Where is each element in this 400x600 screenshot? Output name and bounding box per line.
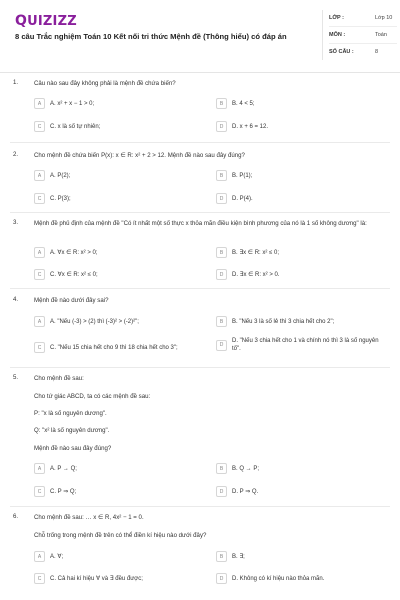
option-letter-box: D [216, 269, 227, 280]
logo-first-letter: Q [15, 13, 28, 29]
option-text: D. Không có kí hiệu nào thỏa mãn. [232, 575, 325, 582]
option-letter-box: D [216, 486, 227, 497]
question-number: 5. [13, 374, 19, 381]
option-c[interactable] [34, 486, 76, 497]
option-c[interactable] [34, 121, 100, 132]
option-a[interactable] [34, 551, 63, 562]
option-text: C. ∀x ∈ R: x² ≤ 0; [50, 271, 98, 278]
question-text: Câu nào sau đây không phải là mệnh đề chứa biến? [34, 80, 176, 87]
option-d[interactable] [216, 269, 280, 280]
option-c[interactable] [34, 269, 98, 280]
question-text: Cho mệnh đề chứa biến P(x): x ∈ R: x² + 2 > 12. Mệnh đề nào sau đây đúng? [34, 152, 245, 159]
option-letter-box: C [34, 342, 45, 353]
option-letter-box: A [34, 98, 45, 109]
option-letter-box: A [34, 170, 45, 181]
option-letter-box: B [216, 170, 227, 181]
option-letter-box: C [34, 193, 45, 204]
option-letter-box: B [216, 463, 227, 474]
option-a[interactable] [34, 247, 98, 258]
option-text: A. ∀; [50, 553, 64, 560]
option-a[interactable] [34, 463, 77, 474]
meta-value: Toán [375, 32, 387, 38]
option-letter-box: A [34, 463, 45, 474]
option-text: B. ∃x ∈ R: x² ≤ 0; [232, 249, 279, 256]
option-text: C. P ⇒ Q; [50, 488, 77, 495]
option-c[interactable] [34, 193, 71, 204]
quizizz-logo [15, 13, 77, 29]
option-text: C. x là số tự nhiên; [50, 123, 101, 130]
option-letter-box: D [216, 573, 227, 584]
option-text: A. P(2); [50, 172, 71, 179]
option-b[interactable] [216, 247, 279, 258]
option-text: B. P(1); [232, 172, 253, 179]
meta-row-subject [329, 27, 397, 44]
question-line: Q: "x² là số nguyên dương". [34, 427, 110, 434]
question-line: P: "x là số nguyên dương". [34, 410, 107, 417]
option-c[interactable] [34, 573, 143, 584]
option-text: C. P(3); [50, 195, 71, 202]
question-divider [10, 506, 390, 507]
question-divider [10, 288, 390, 289]
logo-rest: UIZIZZ [27, 14, 77, 29]
option-text: A. x² + x − 1 > 0; [50, 100, 95, 107]
meta-row-count [329, 44, 397, 60]
option-text: A. P → Q; [50, 465, 77, 472]
option-letter-box: D [216, 340, 227, 351]
option-d[interactable] [216, 486, 258, 497]
option-letter-box: B [216, 247, 227, 258]
option-b[interactable] [216, 463, 259, 474]
question-number: 3. [13, 219, 19, 226]
document-header [0, 0, 400, 73]
option-letter-box: B [216, 98, 227, 109]
option-text: B. Q → P; [232, 465, 260, 472]
question-line: Chỗ trống trong mệnh đề trên có thể điền kí hiệu nào dưới đây? [34, 532, 207, 539]
option-letter-box: D [216, 121, 227, 132]
option-letter-box: A [34, 551, 45, 562]
question-line: Cho tứ giác ABCD, ta có các mệnh đề sau: [34, 393, 151, 400]
option-letter-box: A [34, 316, 45, 327]
question-divider [10, 367, 390, 368]
meta-key: SỐ CÂU : [329, 49, 354, 55]
option-letter-box: C [34, 573, 45, 584]
meta-row-class [329, 10, 397, 27]
option-letter-box: B [216, 551, 227, 562]
option-letter-box: C [34, 486, 45, 497]
question-divider [10, 212, 390, 213]
option-b[interactable] [216, 170, 252, 181]
option-b[interactable] [216, 316, 334, 327]
question-number: 1. [13, 79, 19, 86]
meta-key: MÔN : [329, 32, 346, 38]
option-text: B. 4 < 5; [232, 100, 255, 107]
option-b[interactable] [216, 551, 245, 562]
option-text: D. P ⇒ Q. [232, 488, 259, 495]
option-letter-box: C [34, 269, 45, 280]
question-line: Cho mệnh đề sau: … x ∈ R, 4x² − 1 = 0. [34, 514, 144, 521]
option-d[interactable] [216, 573, 324, 584]
option-letter-box: D [216, 193, 227, 204]
question-divider [10, 142, 390, 143]
option-text: B. "Nếu 3 là số lẻ thì 3 chia hết cho 2"; [232, 318, 335, 325]
meta-value: Lớp 10 [375, 15, 393, 21]
option-letter-box: A [34, 247, 45, 258]
question-number: 6. [13, 513, 19, 520]
option-text: D. "Nếu 3 chia hết cho 1 và chính nó thì 3 là số nguyên tố". [232, 338, 379, 352]
option-text: A. "Nếu (-3) > (2) thì (-3)² > (-2)²"; [50, 318, 139, 325]
option-text: C. "Nếu 15 chia hết cho 9 thì 18 chia hết cho 3"; [50, 344, 178, 351]
option-a[interactable] [34, 170, 70, 181]
question-number: 4. [13, 296, 19, 303]
option-a[interactable] [34, 98, 94, 109]
document-title: 8 câu Trắc nghiệm Toán 10 Kết nối tri thức Mệnh đề (Thông hiểu) có đáp án [15, 32, 287, 41]
option-text: D. ∃x ∈ R: x² > 0. [232, 271, 280, 278]
option-text: D. x + 6 = 12. [232, 123, 269, 130]
option-d[interactable] [216, 121, 268, 132]
meta-panel [322, 10, 397, 60]
option-letter-box: B [216, 316, 227, 327]
option-d[interactable] [216, 337, 386, 353]
question-line: Cho mệnh đề sau: [34, 375, 84, 382]
option-b[interactable] [216, 98, 255, 109]
option-text: C. Cả hai kí hiệu ∀ và ∃ đều được; [50, 575, 143, 582]
meta-key: LỚP : [329, 15, 344, 21]
option-a[interactable] [34, 316, 139, 327]
option-text: B. ∃; [232, 553, 245, 560]
meta-value: 8 [375, 49, 379, 55]
option-letter-box: C [34, 121, 45, 132]
question-text: Mệnh đề phủ định của mệnh đề "Có ít nhất một số thực x thỏa mãn điều kiện bình phương của nó là 1 số không dương" là: [34, 220, 367, 227]
question-line: Mệnh đề nào sau đây đúng? [34, 445, 112, 452]
option-text: D. P(4). [232, 195, 253, 202]
option-text: A. ∀x ∈ R: x² > 0; [50, 249, 98, 256]
option-c[interactable] [34, 342, 178, 353]
question-number: 2. [13, 151, 19, 158]
option-d[interactable] [216, 193, 253, 204]
question-text: Mệnh đề nào dưới đây sai? [34, 297, 109, 304]
